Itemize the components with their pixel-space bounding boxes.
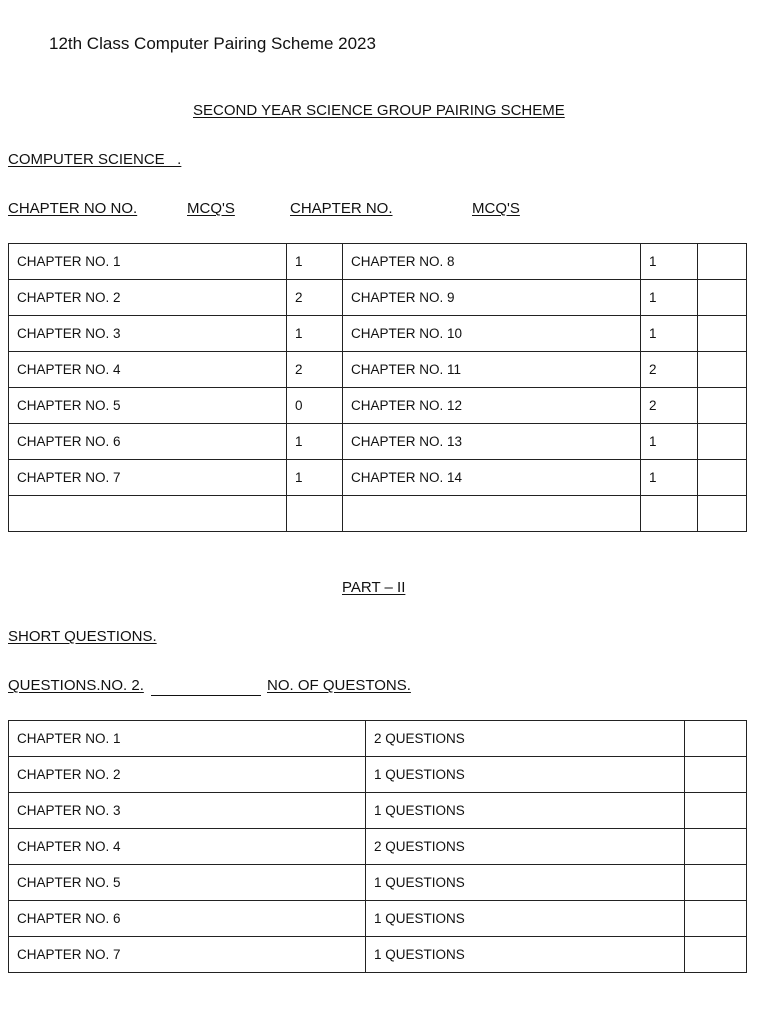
mcq-header-chapter-left: CHAPTER NO NO. xyxy=(8,200,138,217)
section-heading: SECOND YEAR SCIENCE GROUP PAIRING SCHEME xyxy=(193,102,565,119)
table-cell: CHAPTER NO. 1 xyxy=(9,721,366,757)
table-cell: 1 QUESTIONS xyxy=(366,865,685,901)
table-cell xyxy=(698,424,747,460)
table-cell: CHAPTER NO. 14 xyxy=(343,460,641,496)
table-cell xyxy=(685,829,747,865)
table-cell: 1 xyxy=(641,244,698,280)
table-cell: 1 xyxy=(287,316,343,352)
table-cell: 2 xyxy=(287,280,343,316)
table-cell xyxy=(287,496,343,532)
sq-table-row xyxy=(9,793,747,829)
table-cell xyxy=(698,460,747,496)
mcq-table-row xyxy=(9,388,747,424)
table-cell: CHAPTER NO. 11 xyxy=(343,352,641,388)
subject-label: COMPUTER SCIENCE . xyxy=(8,151,182,168)
table-cell xyxy=(685,793,747,829)
mcq-table-row xyxy=(9,424,747,460)
table-cell: 1 xyxy=(641,280,698,316)
table-cell xyxy=(685,865,747,901)
mcq-table-row xyxy=(9,352,747,388)
sq-table-row xyxy=(9,829,747,865)
mcq-header-count-left: MCQ'S xyxy=(187,200,235,217)
table-cell: 1 xyxy=(287,424,343,460)
table-cell: 1 QUESTIONS xyxy=(366,757,685,793)
table-cell: CHAPTER NO. 2 xyxy=(9,757,366,793)
mcq-table xyxy=(8,243,747,532)
sq-table-row xyxy=(9,757,747,793)
mcq-header-count-right: MCQ'S xyxy=(472,200,520,217)
table-cell xyxy=(698,496,747,532)
table-cell: CHAPTER NO. 13 xyxy=(343,424,641,460)
table-cell: 2 xyxy=(287,352,343,388)
table-cell xyxy=(698,388,747,424)
table-cell xyxy=(685,937,747,973)
table-cell: CHAPTER NO. 5 xyxy=(9,865,366,901)
mcq-table-row xyxy=(9,280,747,316)
sq-table-row xyxy=(9,937,747,973)
table-cell: 2 QUESTIONS xyxy=(366,829,685,865)
sq-table-row xyxy=(9,721,747,757)
short-questions-table xyxy=(8,720,747,973)
table-cell: CHAPTER NO. 2 xyxy=(9,280,287,316)
table-cell xyxy=(685,757,747,793)
sq-table-row xyxy=(9,901,747,937)
sq-table-row xyxy=(9,865,747,901)
table-cell: CHAPTER NO. 9 xyxy=(343,280,641,316)
table-cell xyxy=(343,496,641,532)
table-cell: 1 QUESTIONS xyxy=(366,937,685,973)
table-cell: CHAPTER NO. 4 xyxy=(9,352,287,388)
table-cell: 1 xyxy=(287,244,343,280)
table-cell: 2 QUESTIONS xyxy=(366,721,685,757)
table-cell: CHAPTER NO. 8 xyxy=(343,244,641,280)
table-cell: CHAPTER NO. 5 xyxy=(9,388,287,424)
table-cell xyxy=(698,352,747,388)
table-cell: CHAPTER NO. 1 xyxy=(9,244,287,280)
table-cell xyxy=(685,901,747,937)
table-cell: 1 xyxy=(641,424,698,460)
table-cell: 1 xyxy=(641,316,698,352)
table-cell: CHAPTER NO. 4 xyxy=(9,829,366,865)
table-cell: CHAPTER NO. 10 xyxy=(343,316,641,352)
table-cell: CHAPTER NO. 6 xyxy=(9,901,366,937)
table-cell xyxy=(698,244,747,280)
table-cell: 1 QUESTIONS xyxy=(366,793,685,829)
table-cell: 1 xyxy=(287,460,343,496)
table-cell: 0 xyxy=(287,388,343,424)
mcq-table-row xyxy=(9,460,747,496)
sq-header-count: NO. OF QUESTONS. xyxy=(267,677,411,694)
table-cell: CHAPTER NO. 12 xyxy=(343,388,641,424)
table-cell: 2 xyxy=(641,352,698,388)
table-cell: CHAPTER NO. 6 xyxy=(9,424,287,460)
table-cell xyxy=(698,316,747,352)
table-cell: CHAPTER NO. 7 xyxy=(9,937,366,973)
part-two-heading: PART – II xyxy=(342,579,406,596)
sq-header-question-no: QUESTIONS.NO. 2. xyxy=(8,677,144,694)
table-cell: 1 xyxy=(641,460,698,496)
table-cell: CHAPTER NO. 7 xyxy=(9,460,287,496)
underline-rule xyxy=(151,695,261,696)
table-cell xyxy=(698,280,747,316)
mcq-table-row xyxy=(9,244,747,280)
mcq-table-row xyxy=(9,496,747,532)
table-cell xyxy=(9,496,287,532)
short-questions-label: SHORT QUESTIONS. xyxy=(8,628,157,645)
mcq-table-row xyxy=(9,316,747,352)
table-cell: CHAPTER NO. 3 xyxy=(9,793,366,829)
table-cell: CHAPTER NO. 3 xyxy=(9,316,287,352)
table-cell xyxy=(641,496,698,532)
table-cell: 1 QUESTIONS xyxy=(366,901,685,937)
document-title: 12th Class Computer Pairing Scheme 2023 xyxy=(49,34,376,53)
table-cell xyxy=(685,721,747,757)
mcq-header-chapter-right: CHAPTER NO. xyxy=(290,200,393,217)
table-cell: 2 xyxy=(641,388,698,424)
